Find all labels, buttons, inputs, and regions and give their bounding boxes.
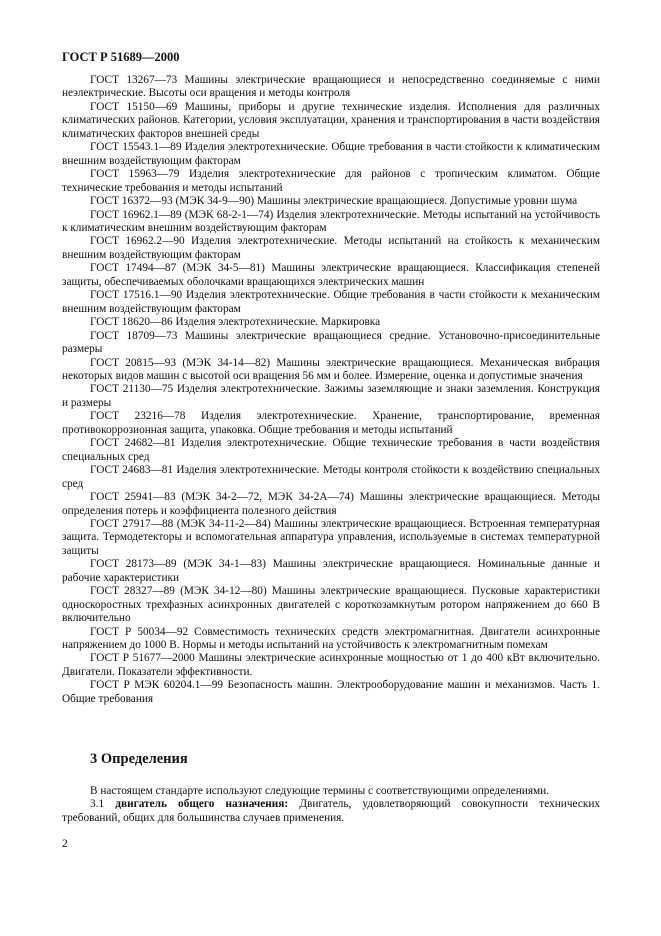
reference-item: ГОСТ Р МЭК 60204.1—99 Безопасность машин. Электрооборудование машин и механизмов. Часть 1. Общие требования — [62, 679, 600, 705]
reference-item: ГОСТ 18620—86 Изделия электротехнические. Маркировка — [90, 316, 381, 329]
reference-item: ГОСТ 27917—88 (МЭК 34-11-2—84) Машины электрические вращающиеся. Встроенная температурная защита. Термодетекторы и вспомогательная аппаратура управления, используемые в системах температурной защиты — [62, 517, 600, 557]
reference-item: ГОСТ 21130—75 Изделия электротехнические. Зажимы заземляющие и знаки заземления. Конструкция и размеры — [62, 383, 600, 409]
reference-item: ГОСТ 16962.2—90 Изделия электротехнические. Методы испытаний на стойкость к механическим внешним воздействующим факторам — [62, 235, 600, 261]
reference-item: ГОСТ Р 51677—2000 Машины электрические асинхронные мощностью от 1 до 400 кВт включительно. Двигатели. Показатели эффективности. — [62, 652, 600, 678]
reference-item: ГОСТ 24682—81 Изделия электротехнические. Общие технические требования в части воздействия специальных сред — [62, 437, 600, 463]
normative-references — [62, 74, 600, 706]
reference-item: ГОСТ 24683—81 Изделия электротехнические. Методы контроля стойкости к воздействию специальных сред — [62, 464, 600, 490]
reference-item: ГОСТ 15543.1—89 Изделия электротехнические. Общие требования в части стойкости к климатическим внешним воздействующим факторам — [62, 141, 600, 167]
reference-item: ГОСТ Р 50034—92 Совместимость технических средств электромагнитная. Двигатели асинхронные напряжением до 1000 В. Нормы и методы испытаний на устойчивость к электромагнитным помехам — [62, 625, 600, 652]
definition-number: 3.1 — [90, 798, 105, 811]
definitions-intro: В настоящем стандарте используют следующие термины с соответствующими определениями. — [90, 785, 550, 797]
reference-item: ГОСТ 16962.1—89 (МЭК 68-2-1—74) Изделия электротехнические. Методы испытаний на устойчивость к климатическим внешним воздействующим факторам — [62, 208, 600, 234]
reference-item: ГОСТ 13267—73 Машины электрические вращающиеся и непосредственно соединяемые с ними неэлектрические. Высоты оси вращения и методы контроля — [62, 74, 600, 100]
reference-item: ГОСТ 20815—93 (МЭК 34-14—82) Машины электрические вращающиеся. Механическая вибрация некоторых видов машин с высотой оси вращения 56 мм и более. Измерение, оценка и допустимые значения — [62, 356, 600, 382]
page-number: 2 — [62, 838, 68, 850]
reference-item: ГОСТ 25941—83 (МЭК 34-2—72, МЭК 34-2А—74) Машины электрические вращающиеся. Методы определения потерь и коэффициента полезного действия — [62, 491, 600, 517]
page-header: ГОСТ Р 51689—2000 — [62, 50, 180, 64]
definition-term: двигатель общего назначения: — [115, 798, 289, 811]
reference-item: ГОСТ 17494—87 (МЭК 34-5—81) Машины электрические вращающиеся. Классификация степеней защиты, обеспечиваемых оболочками вращающихся электрических машин — [62, 262, 600, 288]
definitions — [62, 785, 600, 825]
reference-item: ГОСТ 18709—73 Машины электрические вращающиеся средние. Установочно-присоединительные размеры — [62, 329, 600, 356]
reference-item: ГОСТ 23216—78 Изделия электротехнические. Хранение, транспортирование, временная противокоррозионная защита, упаковка. Общие требования и методы испытаний — [62, 410, 600, 436]
reference-item: ГОСТ 28327—89 (МЭК 34-12—80) Машины электрические вращающиеся. Пусковые характеристики односкоростных трехфазных асинхронных двигателей с короткозамкнутым ротором напряжением до 660 В включительно — [62, 585, 600, 625]
definition-item — [62, 798, 600, 825]
reference-item: ГОСТ 28173—89 (МЭК 34-1—83) Машины электрические вращающиеся. Номинальные данные и рабочие характеристики — [62, 558, 600, 584]
reference-item: ГОСТ 15150—69 Машины, приборы и другие технические изделия. Исполнения для различных климатических районов. Категории, условия эксплуатации, хранения и транспортирования в части воздействия климатических факторов внешней среды — [62, 100, 600, 140]
reference-item: ГОСТ 17516.1—90 Изделия электротехнические. Общие требования в части стойкости к механическим внешним воздействующим факторам — [62, 289, 600, 315]
definition-text: Двигатель, удовлетворяющий совокупности технических требований, общих для большинства случаев применения. — [62, 798, 601, 824]
section-title: 3 Определения — [90, 751, 188, 767]
reference-item: ГОСТ 15963—79 Изделия электротехнические для районов с тропическим климатом. Общие технические требования и методы испытаний — [62, 168, 600, 194]
reference-item: ГОСТ 16372—93 (МЭК 34-9—90) Машины электрические вращающиеся. Допустимые уровни шума — [90, 195, 578, 208]
